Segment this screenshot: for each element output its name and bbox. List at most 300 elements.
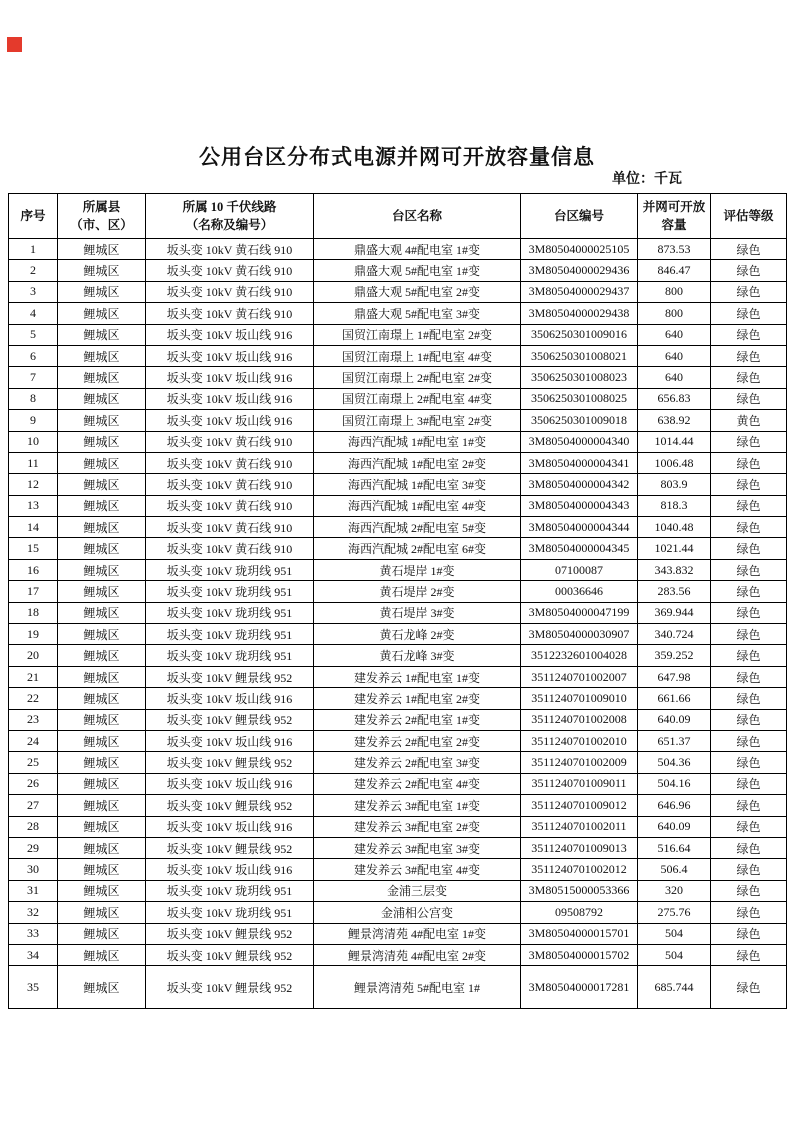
cell-capacity: 1014.44 (638, 431, 711, 452)
cell-county: 鲤城区 (58, 345, 146, 366)
cell-grade: 绿色 (711, 666, 787, 687)
cell-capacity: 800 (638, 281, 711, 302)
cell-seq: 26 (9, 773, 58, 794)
cell-grade: 绿色 (711, 495, 787, 516)
cell-station-name: 鲤景湾清苑 4#配电室 1#变 (314, 923, 521, 944)
cell-line: 坂头变 10kV 坂山线 916 (146, 345, 314, 366)
table-row (9, 388, 787, 409)
cell-station-id: 00036646 (521, 581, 638, 602)
cell-station-name: 建发养云 2#配电室 1#变 (314, 709, 521, 730)
table-body (9, 239, 787, 1009)
table-row (9, 773, 787, 794)
cell-capacity: 283.56 (638, 581, 711, 602)
table-row (9, 367, 787, 388)
cell-station-id: 3M80504000030907 (521, 624, 638, 645)
cell-capacity: 873.53 (638, 239, 711, 260)
cell-grade: 绿色 (711, 624, 787, 645)
table-row (9, 880, 787, 901)
header-line: 并网可开放 (642, 200, 706, 214)
cell-station-id: 3512232601004028 (521, 645, 638, 666)
table-header (9, 194, 787, 239)
cell-grade: 绿色 (711, 452, 787, 473)
cell-county: 鲤城区 (58, 666, 146, 687)
cell-station-name: 建发养云 1#配电室 1#变 (314, 666, 521, 687)
cell-grade: 绿色 (711, 303, 787, 324)
cell-seq: 6 (9, 345, 58, 366)
cell-station-id: 3M80504000004341 (521, 452, 638, 473)
cell-line: 坂头变 10kV 黄石线 910 (146, 303, 314, 324)
cell-county: 鲤城区 (58, 303, 146, 324)
cell-station-id: 3M80504000004344 (521, 517, 638, 538)
cell-county: 鲤城区 (58, 559, 146, 580)
cell-station-name: 黄石龙峰 3#变 (314, 645, 521, 666)
cell-station-name: 黄石堤岸 3#变 (314, 602, 521, 623)
cell-grade: 绿色 (711, 688, 787, 709)
cell-capacity: 846.47 (638, 260, 711, 281)
cell-seq: 18 (9, 602, 58, 623)
cell-line: 坂头变 10kV 黄石线 910 (146, 431, 314, 452)
table-row (9, 495, 787, 516)
cell-station-name: 鼎盛大观 5#配电室 2#变 (314, 281, 521, 302)
cell-seq: 29 (9, 837, 58, 858)
cell-capacity: 640 (638, 324, 711, 345)
cell-seq: 25 (9, 752, 58, 773)
cell-capacity: 275.76 (638, 902, 711, 923)
cell-county: 鲤城区 (58, 709, 146, 730)
cell-county: 鲤城区 (58, 260, 146, 281)
cell-capacity: 800 (638, 303, 711, 324)
cell-line: 坂头变 10kV 黄石线 910 (146, 495, 314, 516)
cell-county: 鲤城区 (58, 324, 146, 345)
header-line: （市、区） (70, 218, 133, 232)
cell-line: 坂头变 10kV 坂山线 916 (146, 410, 314, 431)
cell-county: 鲤城区 (58, 816, 146, 837)
cell-station-name: 鲤景湾清苑 4#配电室 2#变 (314, 944, 521, 965)
cell-capacity: 651.37 (638, 730, 711, 751)
cell-station-name: 海西汽配城 1#配电室 2#变 (314, 452, 521, 473)
cell-seq: 24 (9, 730, 58, 751)
header-line: 评估等级 (723, 209, 774, 223)
cell-grade: 绿色 (711, 324, 787, 345)
cell-station-name: 国贸江南璟上 1#配电室 2#变 (314, 324, 521, 345)
cell-capacity: 685.744 (638, 966, 711, 1009)
cell-capacity: 640 (638, 345, 711, 366)
cell-seq: 13 (9, 495, 58, 516)
cell-seq: 12 (9, 474, 58, 495)
header-line: 容量 (661, 218, 687, 232)
cell-station-id: 3506250301008021 (521, 345, 638, 366)
cell-station-id: 3511240701002008 (521, 709, 638, 730)
cell-station-name: 海西汽配城 2#配电室 6#变 (314, 538, 521, 559)
cell-station-name: 海西汽配城 1#配电室 1#变 (314, 431, 521, 452)
table-row (9, 752, 787, 773)
cell-capacity: 1040.48 (638, 517, 711, 538)
cell-capacity: 504 (638, 923, 711, 944)
header-county (58, 194, 146, 239)
cell-line: 坂头变 10kV 坂山线 916 (146, 730, 314, 751)
cell-county: 鲤城区 (58, 452, 146, 473)
cell-station-name: 建发养云 3#配电室 3#变 (314, 837, 521, 858)
cell-capacity: 646.96 (638, 795, 711, 816)
cell-seq: 19 (9, 624, 58, 645)
cell-line: 坂头变 10kV 黄石线 910 (146, 538, 314, 559)
cell-county: 鲤城区 (58, 752, 146, 773)
cell-seq: 21 (9, 666, 58, 687)
cell-line: 坂头变 10kV 坂山线 916 (146, 773, 314, 794)
cell-county: 鲤城区 (58, 944, 146, 965)
cell-county: 鲤城区 (58, 837, 146, 858)
cell-county: 鲤城区 (58, 281, 146, 302)
cell-seq: 4 (9, 303, 58, 324)
cell-station-id: 3M80504000047199 (521, 602, 638, 623)
cell-station-id: 3506250301008025 (521, 388, 638, 409)
cell-station-id: 3M80504000015701 (521, 923, 638, 944)
cell-station-id: 3511240701002010 (521, 730, 638, 751)
cell-capacity: 640 (638, 367, 711, 388)
cell-station-name: 金浦相公宫变 (314, 902, 521, 923)
cell-station-name: 国贸江南璟上 3#配电室 2#变 (314, 410, 521, 431)
cell-grade: 绿色 (711, 795, 787, 816)
table-row (9, 795, 787, 816)
cell-grade: 绿色 (711, 559, 787, 580)
cell-line: 坂头变 10kV 珑玥线 951 (146, 581, 314, 602)
table-row (9, 260, 787, 281)
cell-county: 鲤城区 (58, 474, 146, 495)
cell-seq: 3 (9, 281, 58, 302)
table-row (9, 944, 787, 965)
table-row (9, 645, 787, 666)
table-row (9, 624, 787, 645)
table-row (9, 474, 787, 495)
cell-grade: 绿色 (711, 752, 787, 773)
cell-capacity: 504 (638, 944, 711, 965)
header-line: 台区名称 (391, 209, 442, 223)
header-line: 台区编号 (553, 209, 604, 223)
cell-capacity: 661.66 (638, 688, 711, 709)
cell-capacity: 340.724 (638, 624, 711, 645)
table-row (9, 538, 787, 559)
table-row (9, 345, 787, 366)
cell-station-id: 3M80504000004345 (521, 538, 638, 559)
cell-grade: 绿色 (711, 709, 787, 730)
cell-station-id: 3511240701009010 (521, 688, 638, 709)
cell-line: 坂头变 10kV 珑玥线 951 (146, 645, 314, 666)
cell-station-name: 黄石堤岸 1#变 (314, 559, 521, 580)
cell-capacity: 638.92 (638, 410, 711, 431)
cell-station-id: 3511240701009012 (521, 795, 638, 816)
cell-line: 坂头变 10kV 鲤景线 952 (146, 944, 314, 965)
table-row (9, 303, 787, 324)
cell-grade: 黄色 (711, 410, 787, 431)
cell-line: 坂头变 10kV 坂山线 916 (146, 367, 314, 388)
cell-seq: 30 (9, 859, 58, 880)
cell-station-id: 09508792 (521, 902, 638, 923)
cell-seq: 15 (9, 538, 58, 559)
cell-station-name: 海西汽配城 1#配电室 3#变 (314, 474, 521, 495)
capacity-table (8, 193, 787, 1009)
header-line: 所属县 (82, 200, 121, 214)
cell-station-name: 建发养云 2#配电室 2#变 (314, 730, 521, 751)
cell-seq: 35 (9, 966, 58, 1009)
cell-line: 坂头变 10kV 珑玥线 951 (146, 602, 314, 623)
cell-station-name: 建发养云 3#配电室 4#变 (314, 859, 521, 880)
cell-capacity: 359.252 (638, 645, 711, 666)
cell-county: 鲤城区 (58, 239, 146, 260)
cell-line: 坂头变 10kV 鲤景线 952 (146, 966, 314, 1009)
table-row (9, 431, 787, 452)
cell-capacity: 343.832 (638, 559, 711, 580)
cell-line: 坂头变 10kV 珑玥线 951 (146, 624, 314, 645)
cell-line: 坂头变 10kV 黄石线 910 (146, 281, 314, 302)
table-row (9, 902, 787, 923)
table-row (9, 816, 787, 837)
cell-seq: 8 (9, 388, 58, 409)
cell-station-id: 3M80515000053366 (521, 880, 638, 901)
cell-line: 坂头变 10kV 鲤景线 952 (146, 709, 314, 730)
cell-station-name: 国贸江南璟上 2#配电室 2#变 (314, 367, 521, 388)
cell-line: 坂头变 10kV 鲤景线 952 (146, 752, 314, 773)
cell-grade: 绿色 (711, 730, 787, 751)
cell-seq: 1 (9, 239, 58, 260)
cell-grade: 绿色 (711, 388, 787, 409)
cell-county: 鲤城区 (58, 517, 146, 538)
cell-station-id: 3M80504000004340 (521, 431, 638, 452)
cell-grade: 绿色 (711, 281, 787, 302)
cell-line: 坂头变 10kV 珑玥线 951 (146, 559, 314, 580)
cell-grade: 绿色 (711, 944, 787, 965)
cell-station-id: 3511240701009013 (521, 837, 638, 858)
cell-station-id: 3506250301008023 (521, 367, 638, 388)
table-row (9, 239, 787, 260)
cell-capacity: 506.4 (638, 859, 711, 880)
cell-capacity: 320 (638, 880, 711, 901)
cell-grade: 绿色 (711, 239, 787, 260)
cell-grade: 绿色 (711, 474, 787, 495)
cell-line: 坂头变 10kV 坂山线 916 (146, 688, 314, 709)
cell-station-id: 3511240701002009 (521, 752, 638, 773)
cell-county: 鲤城区 (58, 773, 146, 794)
table-row (9, 923, 787, 944)
table-row (9, 966, 787, 1009)
cell-line: 坂头变 10kV 珑玥线 951 (146, 902, 314, 923)
cell-seq: 2 (9, 260, 58, 281)
cell-line: 坂头变 10kV 坂山线 916 (146, 816, 314, 837)
header-seq (9, 194, 58, 239)
cell-station-id: 3511240701002012 (521, 859, 638, 880)
table-row (9, 281, 787, 302)
cell-station-id: 3M80504000017281 (521, 966, 638, 1009)
cell-station-id: 3511240701009011 (521, 773, 638, 794)
header-line: 所属 10 千伏线路 (182, 200, 277, 214)
cell-seq: 28 (9, 816, 58, 837)
cell-seq: 10 (9, 431, 58, 452)
cell-line: 坂头变 10kV 鲤景线 952 (146, 795, 314, 816)
cell-grade: 绿色 (711, 345, 787, 366)
cell-station-name: 海西汽配城 1#配电室 4#变 (314, 495, 521, 516)
cell-station-name: 国贸江南璟上 2#配电室 4#变 (314, 388, 521, 409)
table-row (9, 602, 787, 623)
cell-station-name: 国贸江南璟上 1#配电室 4#变 (314, 345, 521, 366)
cell-county: 鲤城区 (58, 902, 146, 923)
cell-county: 鲤城区 (58, 495, 146, 516)
cell-station-id: 3511240701002011 (521, 816, 638, 837)
cell-county: 鲤城区 (58, 688, 146, 709)
cell-county: 鲤城区 (58, 367, 146, 388)
cell-station-name: 建发养云 3#配电室 1#变 (314, 795, 521, 816)
cell-seq: 14 (9, 517, 58, 538)
cell-county: 鲤城区 (58, 880, 146, 901)
table-header-row (9, 194, 787, 239)
cell-seq: 11 (9, 452, 58, 473)
cell-seq: 32 (9, 902, 58, 923)
cell-county: 鲤城区 (58, 645, 146, 666)
unit-label: 单位：千瓦 (612, 172, 682, 187)
cell-station-name: 建发养云 1#配电室 2#变 (314, 688, 521, 709)
cell-capacity: 647.98 (638, 666, 711, 687)
header-line (146, 194, 314, 239)
cell-line: 坂头变 10kV 鲤景线 952 (146, 923, 314, 944)
table-row (9, 666, 787, 687)
table-row (9, 410, 787, 431)
cell-capacity: 803.9 (638, 474, 711, 495)
table-row (9, 730, 787, 751)
cell-station-name: 金浦三层变 (314, 880, 521, 901)
cell-county: 鲤城区 (58, 410, 146, 431)
header-line: 序号 (20, 209, 46, 223)
cell-county: 鲤城区 (58, 859, 146, 880)
cell-seq: 31 (9, 880, 58, 901)
cell-grade: 绿色 (711, 859, 787, 880)
cell-seq: 27 (9, 795, 58, 816)
cell-seq: 7 (9, 367, 58, 388)
cell-county: 鲤城区 (58, 538, 146, 559)
cell-station-id: 3511240701002007 (521, 666, 638, 687)
cell-capacity: 640.09 (638, 709, 711, 730)
cell-county: 鲤城区 (58, 730, 146, 751)
cell-capacity: 1021.44 (638, 538, 711, 559)
page-title: 公用台区分布式电源并网可开放容量信息 (199, 145, 595, 169)
cell-grade: 绿色 (711, 538, 787, 559)
cell-capacity: 516.64 (638, 837, 711, 858)
cell-grade: 绿色 (711, 816, 787, 837)
cell-seq: 5 (9, 324, 58, 345)
header-line: （名称及编号） (185, 218, 274, 232)
cell-station-id: 3M80504000029438 (521, 303, 638, 324)
cell-station-name: 黄石龙峰 2#变 (314, 624, 521, 645)
cell-grade: 绿色 (711, 837, 787, 858)
cell-line: 坂头变 10kV 坂山线 916 (146, 324, 314, 345)
header-capacity (638, 194, 711, 239)
cell-line: 坂头变 10kV 黄石线 910 (146, 452, 314, 473)
cell-line: 坂头变 10kV 鲤景线 952 (146, 837, 314, 858)
cell-station-name: 建发养云 2#配电室 4#变 (314, 773, 521, 794)
cell-county: 鲤城区 (58, 602, 146, 623)
cell-grade: 绿色 (711, 367, 787, 388)
cell-station-id: 3M80504000025105 (521, 239, 638, 260)
cell-seq: 16 (9, 559, 58, 580)
table-row (9, 517, 787, 538)
header-station-id (521, 194, 638, 239)
cell-capacity: 504.36 (638, 752, 711, 773)
cell-grade: 绿色 (711, 260, 787, 281)
cell-grade: 绿色 (711, 880, 787, 901)
cell-station-name: 建发养云 3#配电室 2#变 (314, 816, 521, 837)
cell-line: 坂头变 10kV 坂山线 916 (146, 388, 314, 409)
cell-grade: 绿色 (711, 902, 787, 923)
cell-station-id: 3506250301009018 (521, 410, 638, 431)
cell-seq: 9 (9, 410, 58, 431)
cell-seq: 17 (9, 581, 58, 602)
cell-line: 坂头变 10kV 珑玥线 951 (146, 880, 314, 901)
cell-seq: 22 (9, 688, 58, 709)
table-row (9, 581, 787, 602)
cell-station-id: 3M80504000029436 (521, 260, 638, 281)
cell-station-name: 鲤景湾清苑 5#配电室 1# (314, 966, 521, 1009)
cell-line: 坂头变 10kV 坂山线 916 (146, 859, 314, 880)
cell-county: 鲤城区 (58, 388, 146, 409)
cell-capacity: 504.16 (638, 773, 711, 794)
cell-county: 鲤城区 (58, 624, 146, 645)
cell-capacity: 818.3 (638, 495, 711, 516)
cell-grade: 绿色 (711, 923, 787, 944)
header-grade (711, 194, 787, 239)
cell-line: 坂头变 10kV 黄石线 910 (146, 260, 314, 281)
cell-county: 鲤城区 (58, 795, 146, 816)
cell-county: 鲤城区 (58, 581, 146, 602)
cell-seq: 34 (9, 944, 58, 965)
cell-seq: 33 (9, 923, 58, 944)
cell-station-name: 海西汽配城 2#配电室 5#变 (314, 517, 521, 538)
cell-line: 坂头变 10kV 黄石线 910 (146, 239, 314, 260)
cell-county: 鲤城区 (58, 923, 146, 944)
red-square-marker (7, 37, 22, 52)
cell-seq: 23 (9, 709, 58, 730)
cell-grade: 绿色 (711, 431, 787, 452)
cell-county: 鲤城区 (58, 431, 146, 452)
table-row (9, 452, 787, 473)
cell-station-id: 3M80504000004343 (521, 495, 638, 516)
table-row (9, 837, 787, 858)
cell-grade: 绿色 (711, 581, 787, 602)
table-row (9, 688, 787, 709)
cell-station-id: 3506250301009016 (521, 324, 638, 345)
cell-station-id: 3M80504000004342 (521, 474, 638, 495)
cell-station-name: 鼎盛大观 5#配电室 3#变 (314, 303, 521, 324)
cell-station-name: 鼎盛大观 4#配电室 1#变 (314, 239, 521, 260)
table-row (9, 709, 787, 730)
table-row (9, 559, 787, 580)
cell-seq: 20 (9, 645, 58, 666)
table-row (9, 859, 787, 880)
cell-line: 坂头变 10kV 黄石线 910 (146, 517, 314, 538)
cell-line: 坂头变 10kV 黄石线 910 (146, 474, 314, 495)
cell-grade: 绿色 (711, 517, 787, 538)
cell-grade: 绿色 (711, 645, 787, 666)
cell-station-id: 3M80504000029437 (521, 281, 638, 302)
cell-station-id: 3M80504000015702 (521, 944, 638, 965)
cell-grade: 绿色 (711, 966, 787, 1009)
cell-county: 鲤城区 (58, 966, 146, 1009)
header-station-name (314, 194, 521, 239)
cell-capacity: 369.944 (638, 602, 711, 623)
cell-station-id: 07100087 (521, 559, 638, 580)
cell-line: 坂头变 10kV 鲤景线 952 (146, 666, 314, 687)
cell-station-name: 鼎盛大观 5#配电室 1#变 (314, 260, 521, 281)
cell-capacity: 656.83 (638, 388, 711, 409)
cell-station-name: 建发养云 2#配电室 3#变 (314, 752, 521, 773)
cell-station-name: 黄石堤岸 2#变 (314, 581, 521, 602)
cell-grade: 绿色 (711, 602, 787, 623)
